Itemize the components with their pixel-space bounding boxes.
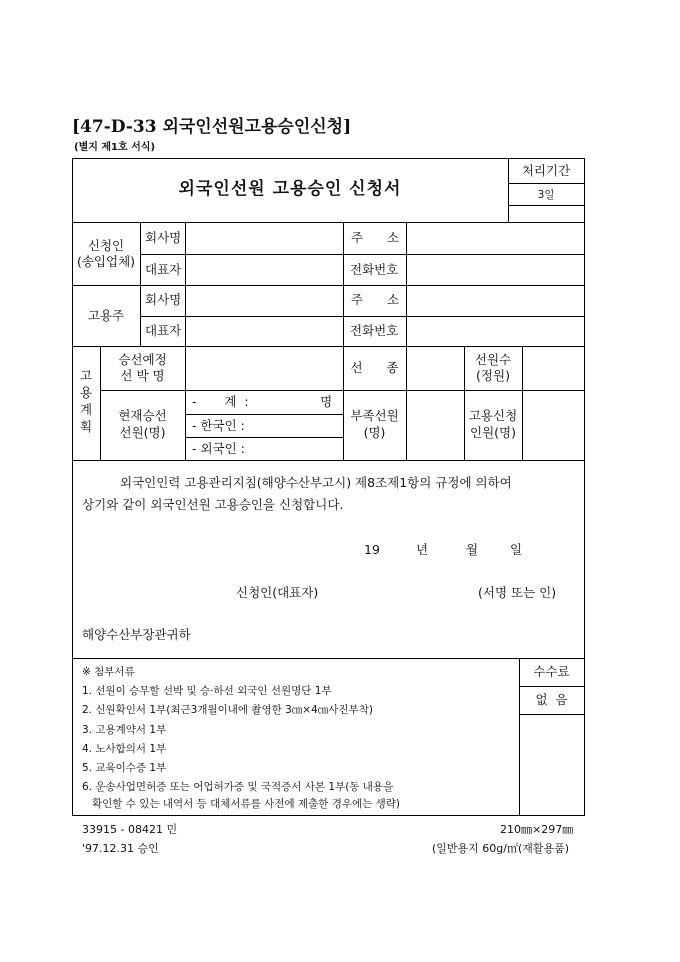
attachment-item: 3. 고용계약서 1부: [82, 724, 167, 736]
current-crew-sublabel: 선원(명): [119, 425, 166, 440]
korean-row[interactable]: - 한국인 :: [192, 418, 245, 433]
addressee: 해양수산부장관귀하: [82, 627, 191, 642]
plan-label-char: 용: [79, 385, 93, 400]
applicant-company-label: 회사명: [145, 230, 182, 245]
date-year-unit: 년: [416, 542, 429, 557]
attachment-item: 4. 노사합의서 1부: [82, 743, 167, 755]
statement-line2: 상기와 같이 외국인선원 고용승인을 신청합니다.: [82, 497, 344, 512]
shortage-sublabel: (명): [363, 425, 386, 440]
crew-count-sublabel: (정원): [476, 368, 510, 383]
total-row[interactable]: - 계 : 명: [192, 394, 333, 409]
employer-company-label: 회사명: [145, 292, 182, 307]
applicant-phone-field[interactable]: [407, 255, 584, 285]
attachments-header: ※ 첨부서류: [82, 666, 135, 678]
footer-code: 33915 - 08421 민: [82, 823, 178, 836]
signature-note[interactable]: (서명 또는 인): [478, 585, 557, 600]
fee-value: 없 음: [535, 692, 568, 707]
document-code: [47-D-33 외국인선원고용승인신청]: [72, 117, 352, 137]
form-number: (별지 제1호 서식): [74, 142, 156, 153]
ship-name-label: 승선예정: [118, 352, 167, 367]
ship-name-sublabel: 선 박 명: [120, 368, 165, 383]
employer-address-field[interactable]: [407, 286, 584, 316]
crew-count-label: 선원수: [474, 352, 512, 367]
current-crew-label: 현재승선: [118, 408, 167, 423]
date-day-unit: 일: [510, 542, 523, 557]
footer-approval: '97.12.31 승인: [82, 842, 159, 855]
attachment-item: 확인할 수 있는 내역서 등 대체서류를 사전에 제출한 경우에는 생략): [82, 798, 401, 810]
employer-phone-label: 전화번호: [350, 323, 399, 338]
applicant-rep-field[interactable]: [186, 255, 343, 285]
statement-line1: 외국인인력 고용관리지침(해양수산부고시) 제8조제1항의 규정에 의하여: [120, 475, 512, 490]
plan-label-char: 계: [79, 402, 93, 417]
request-count-sublabel: 인원(명): [470, 425, 516, 440]
processing-label: 처리기간: [521, 163, 571, 178]
attachment-item: 2. 신원확인서 1부(최근3개월이내에 촬영한 3㎝×4㎝사진부착): [82, 704, 373, 716]
crew-count-field[interactable]: [523, 347, 584, 390]
employer-company-field[interactable]: [186, 286, 343, 316]
date-year[interactable]: 19: [364, 542, 380, 557]
employer-rep-field[interactable]: [186, 317, 343, 346]
date-month-unit: 월: [466, 542, 479, 557]
ship-name-field[interactable]: [186, 347, 343, 390]
ship-type-field[interactable]: [407, 347, 464, 390]
request-count-label: 고용신청: [468, 408, 518, 423]
footer-paper: (일반용지 60g/㎡(재활용품): [432, 842, 570, 855]
form-title: 외국인선원 고용승인 신청서: [178, 179, 402, 199]
applicant-address-label: 주 소: [351, 230, 399, 245]
applicant-phone-label: 전화번호: [350, 262, 399, 277]
applicant-rep-label: 대표자: [145, 262, 182, 277]
employer-rep-label: 대표자: [145, 323, 182, 338]
applicant-address-field[interactable]: [407, 223, 584, 254]
applicant-label: 신청인: [87, 238, 125, 253]
employer-phone-field[interactable]: [407, 317, 584, 346]
applicant-sublabel: (송입업체): [76, 254, 136, 269]
employer-label: 고용주: [87, 308, 125, 323]
attachment-item: 1. 선원이 승무할 선박 및 승·하선 외국인 선원명단 1부: [82, 685, 332, 697]
processing-value: 3일: [537, 189, 555, 201]
attachment-item: 5. 교육이수증 1부: [82, 762, 167, 774]
attachment-item: 6. 운송사업면허증 또는 어업허가증 및 국적증서 사본 1부(동 내용을: [82, 781, 394, 793]
signer-label: 신청인(대표자): [236, 585, 319, 600]
employer-address-label: 주 소: [351, 292, 399, 307]
ship-type-label: 선 종: [350, 360, 399, 375]
plan-label-char: 획: [79, 419, 93, 434]
plan-label-char: 고: [79, 368, 93, 383]
fee-label: 수수료: [533, 664, 570, 679]
foreign-row[interactable]: - 외국인 :: [192, 441, 245, 456]
request-count-field[interactable]: [523, 391, 584, 460]
shortage-field[interactable]: [407, 391, 464, 460]
shortage-label: 부족선원: [350, 408, 399, 423]
applicant-company-field[interactable]: [186, 223, 343, 254]
footer-size: 210㎜×297㎜: [500, 823, 574, 836]
